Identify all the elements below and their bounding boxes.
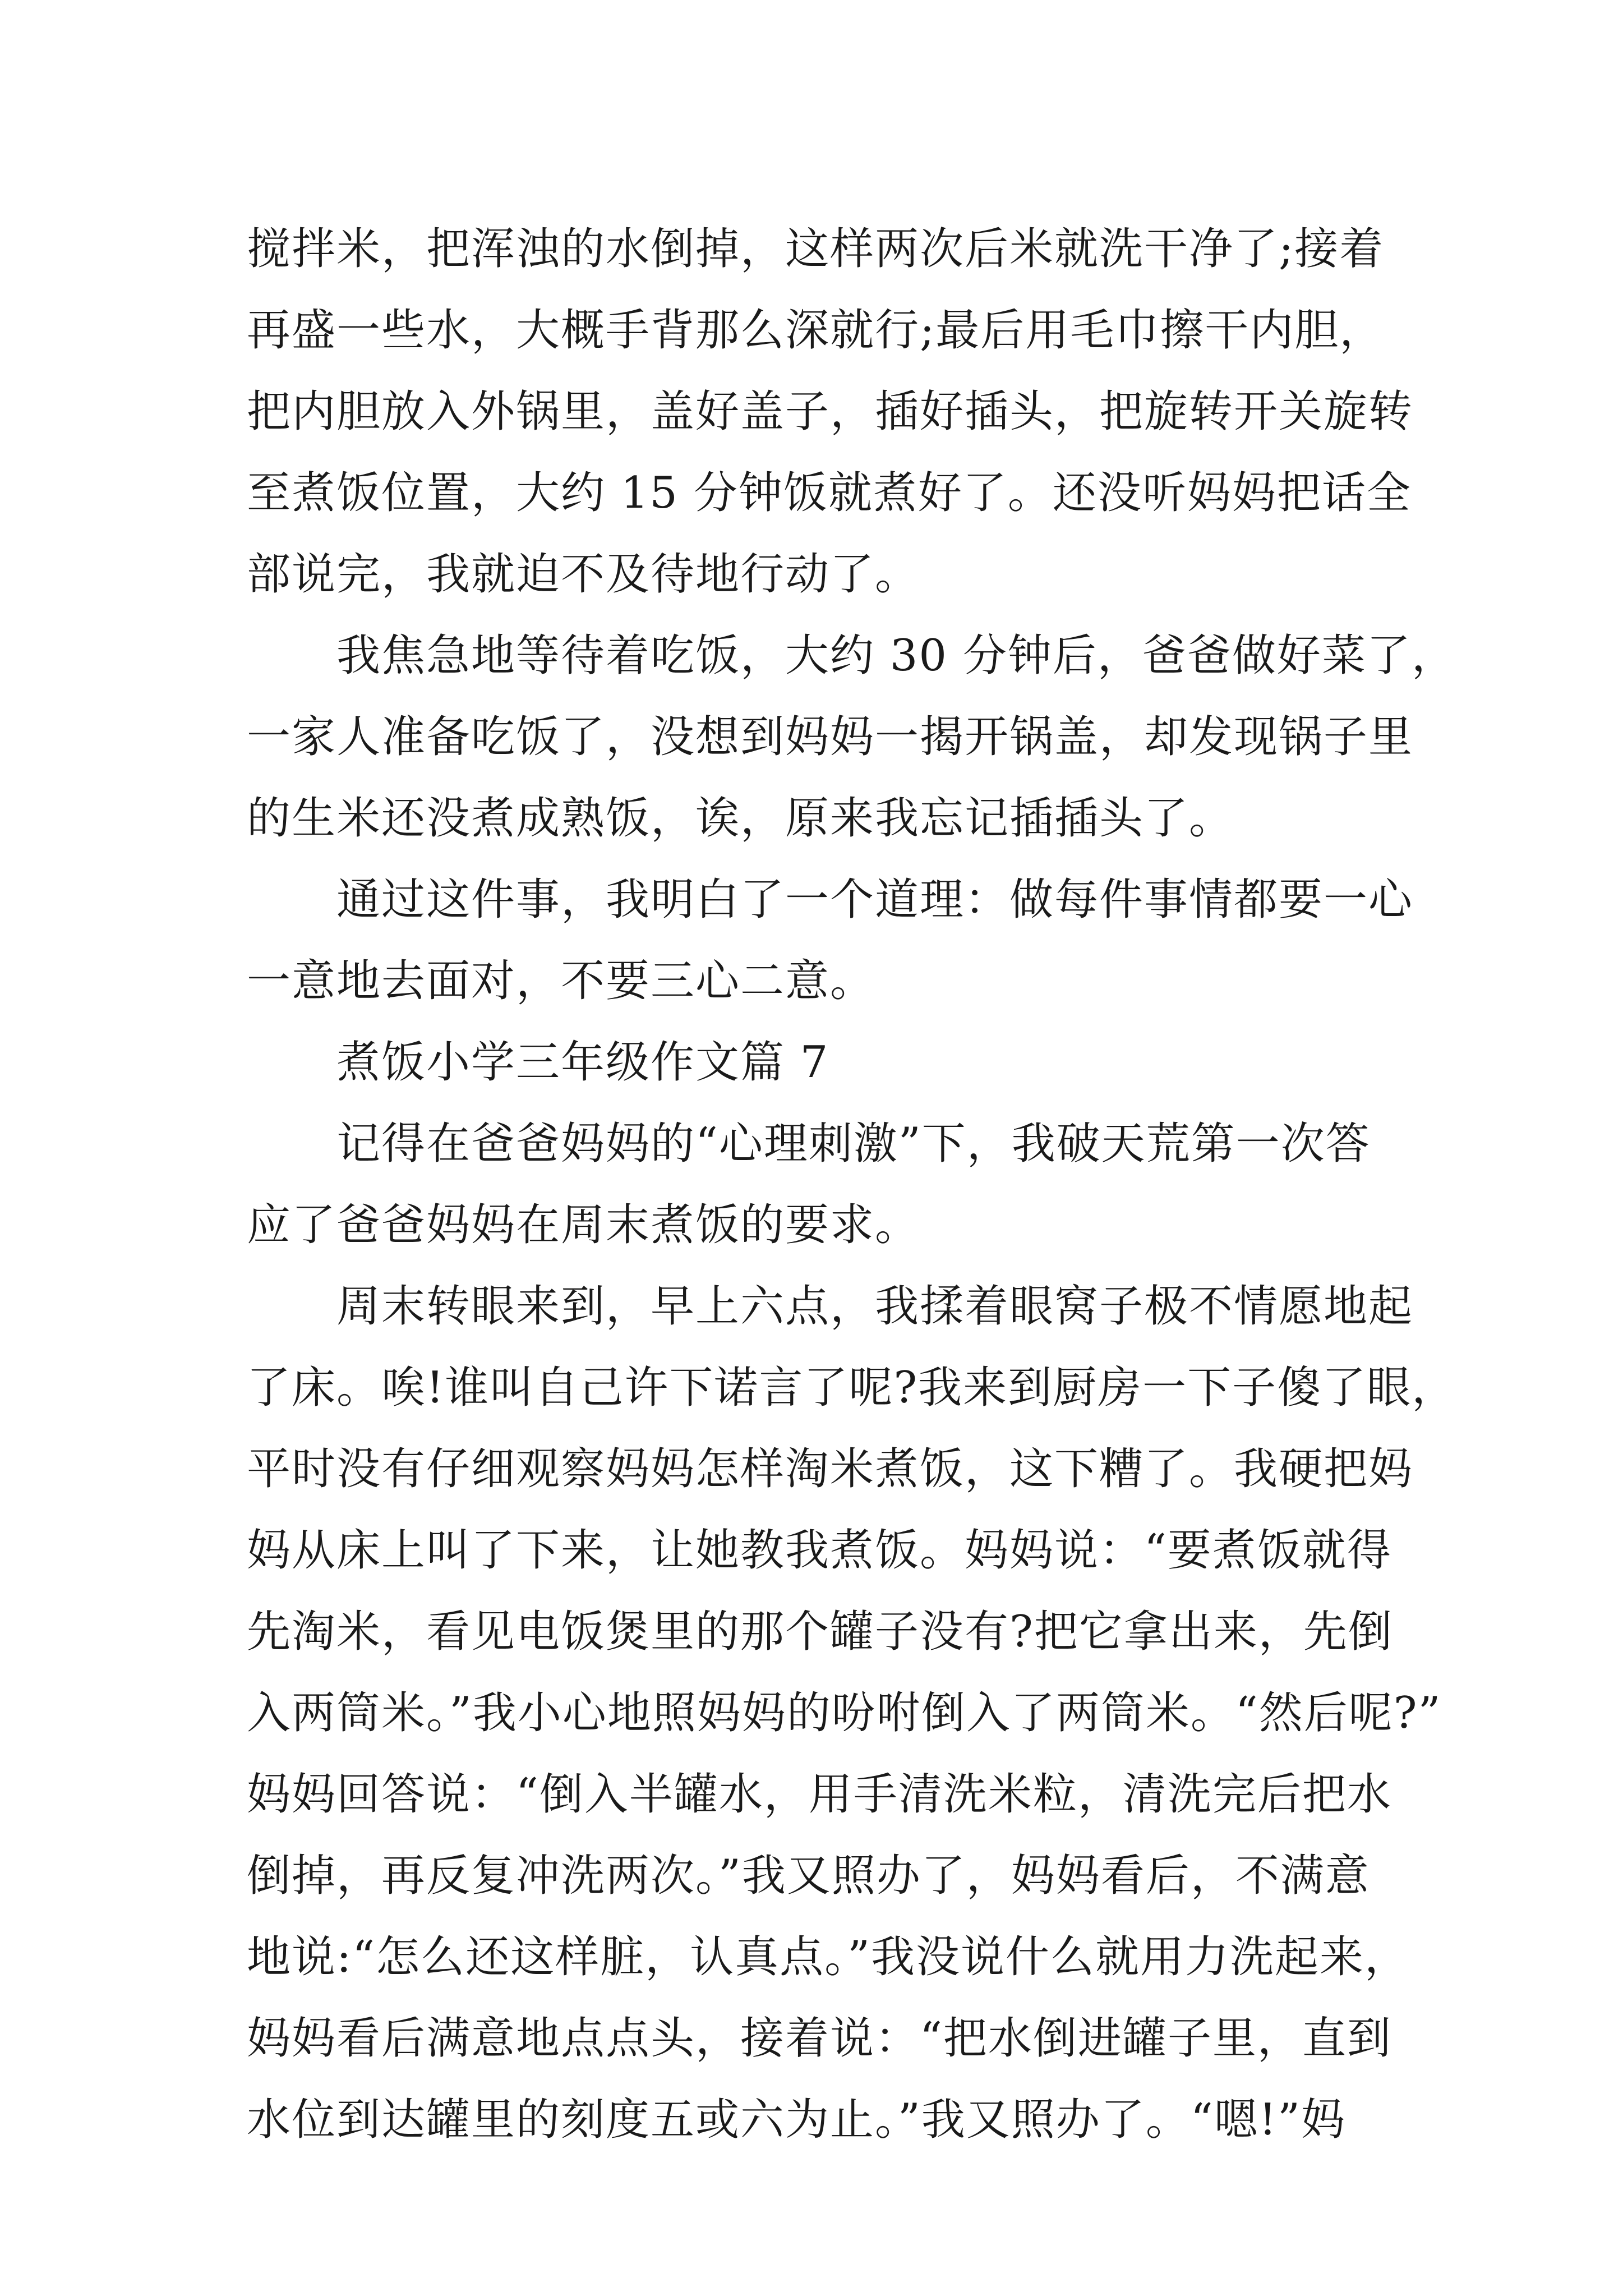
text-line: 先淘米，看见电饭煲里的那个罐子没有?把它拿出来，先倒 [247, 1607, 1393, 1657]
text-line: 应了爸爸妈妈在周末煮饭的要求。 [247, 1200, 920, 1250]
text-line: 一意地去面对，不要三心二意。 [247, 956, 875, 1006]
text-line: 入两筒米。”我小心地照妈妈的吩咐倒入了两筒米。“然后呢?” [247, 1688, 1442, 1738]
text-line: 搅拌米，把浑浊的水倒掉，这样两次后米就洗干净了;接着 [247, 224, 1385, 274]
text-line: 至煮饭位置，大约 15 分钟饭就煮好了。还没听妈妈把话全 [247, 468, 1412, 518]
essay-text [247, 209, 1457, 2161]
paragraph-start-line: 通过这件事，我明白了一个道理：做每件事情都要一心 [336, 875, 1414, 925]
text-line: 的生米还没煮成熟饭，诶，原来我忘记插插头了。 [247, 793, 1234, 844]
text-line: 平时没有仔细观察妈妈怎样淘米煮饭，这下糟了。我硬把妈 [247, 1444, 1414, 1494]
text-line: 妈妈回答说：“倒入半罐水，用手清洗米粒，清洗完后把水 [247, 1769, 1392, 1820]
section-heading: 煮饭小学三年级作文篇 7 [336, 1037, 829, 1088]
paragraph-start-line: 记得在爸爸妈妈的“心理刺激”下，我破天荒第一次答 [336, 1119, 1371, 1169]
text-line: 地说:“怎么还这样脏，认真点。”我没说什么就用力洗起来， [247, 1932, 1410, 1982]
text-line: 妈从床上叫了下来，让她教我煮饭。妈妈说：“要煮饭就得 [247, 1525, 1392, 1576]
text-line: 一家人准备吃饭了，没想到妈妈一揭开锅盖，却发现锅子里 [247, 712, 1414, 762]
text-line: 把内胆放入外锅里，盖好盖子，插好插头，把旋转开关旋转 [247, 386, 1414, 437]
text-line: 倒掉，再反复冲洗两次。”我又照办了，妈妈看后，不满意 [247, 1851, 1370, 1901]
text-line: 水位到达罐里的刻度五或六为止。”我又照办了。“嗯!”妈 [247, 2095, 1346, 2145]
paragraph-start-line: 周末转眼来到，早上六点，我揉着眼窝子极不情愿地起 [336, 1281, 1414, 1332]
paragraph-start-line: 我焦急地等待着吃饭，大约 30 分钟后，爸爸做好菜了， [336, 631, 1456, 681]
text-line: 妈妈看后满意地点点头，接着说：“把水倒进罐子里，直到 [247, 2013, 1392, 2064]
text-line: 再盛一些水，大概手背那么深就行;最后用毛巾擦干内胆， [247, 305, 1385, 356]
text-line: 了床。唉!谁叫自己许下诺言了呢?我来到厨房一下子傻了眼， [247, 1363, 1457, 1413]
text-line: 部说完，我就迫不及待地行动了。 [247, 549, 920, 600]
